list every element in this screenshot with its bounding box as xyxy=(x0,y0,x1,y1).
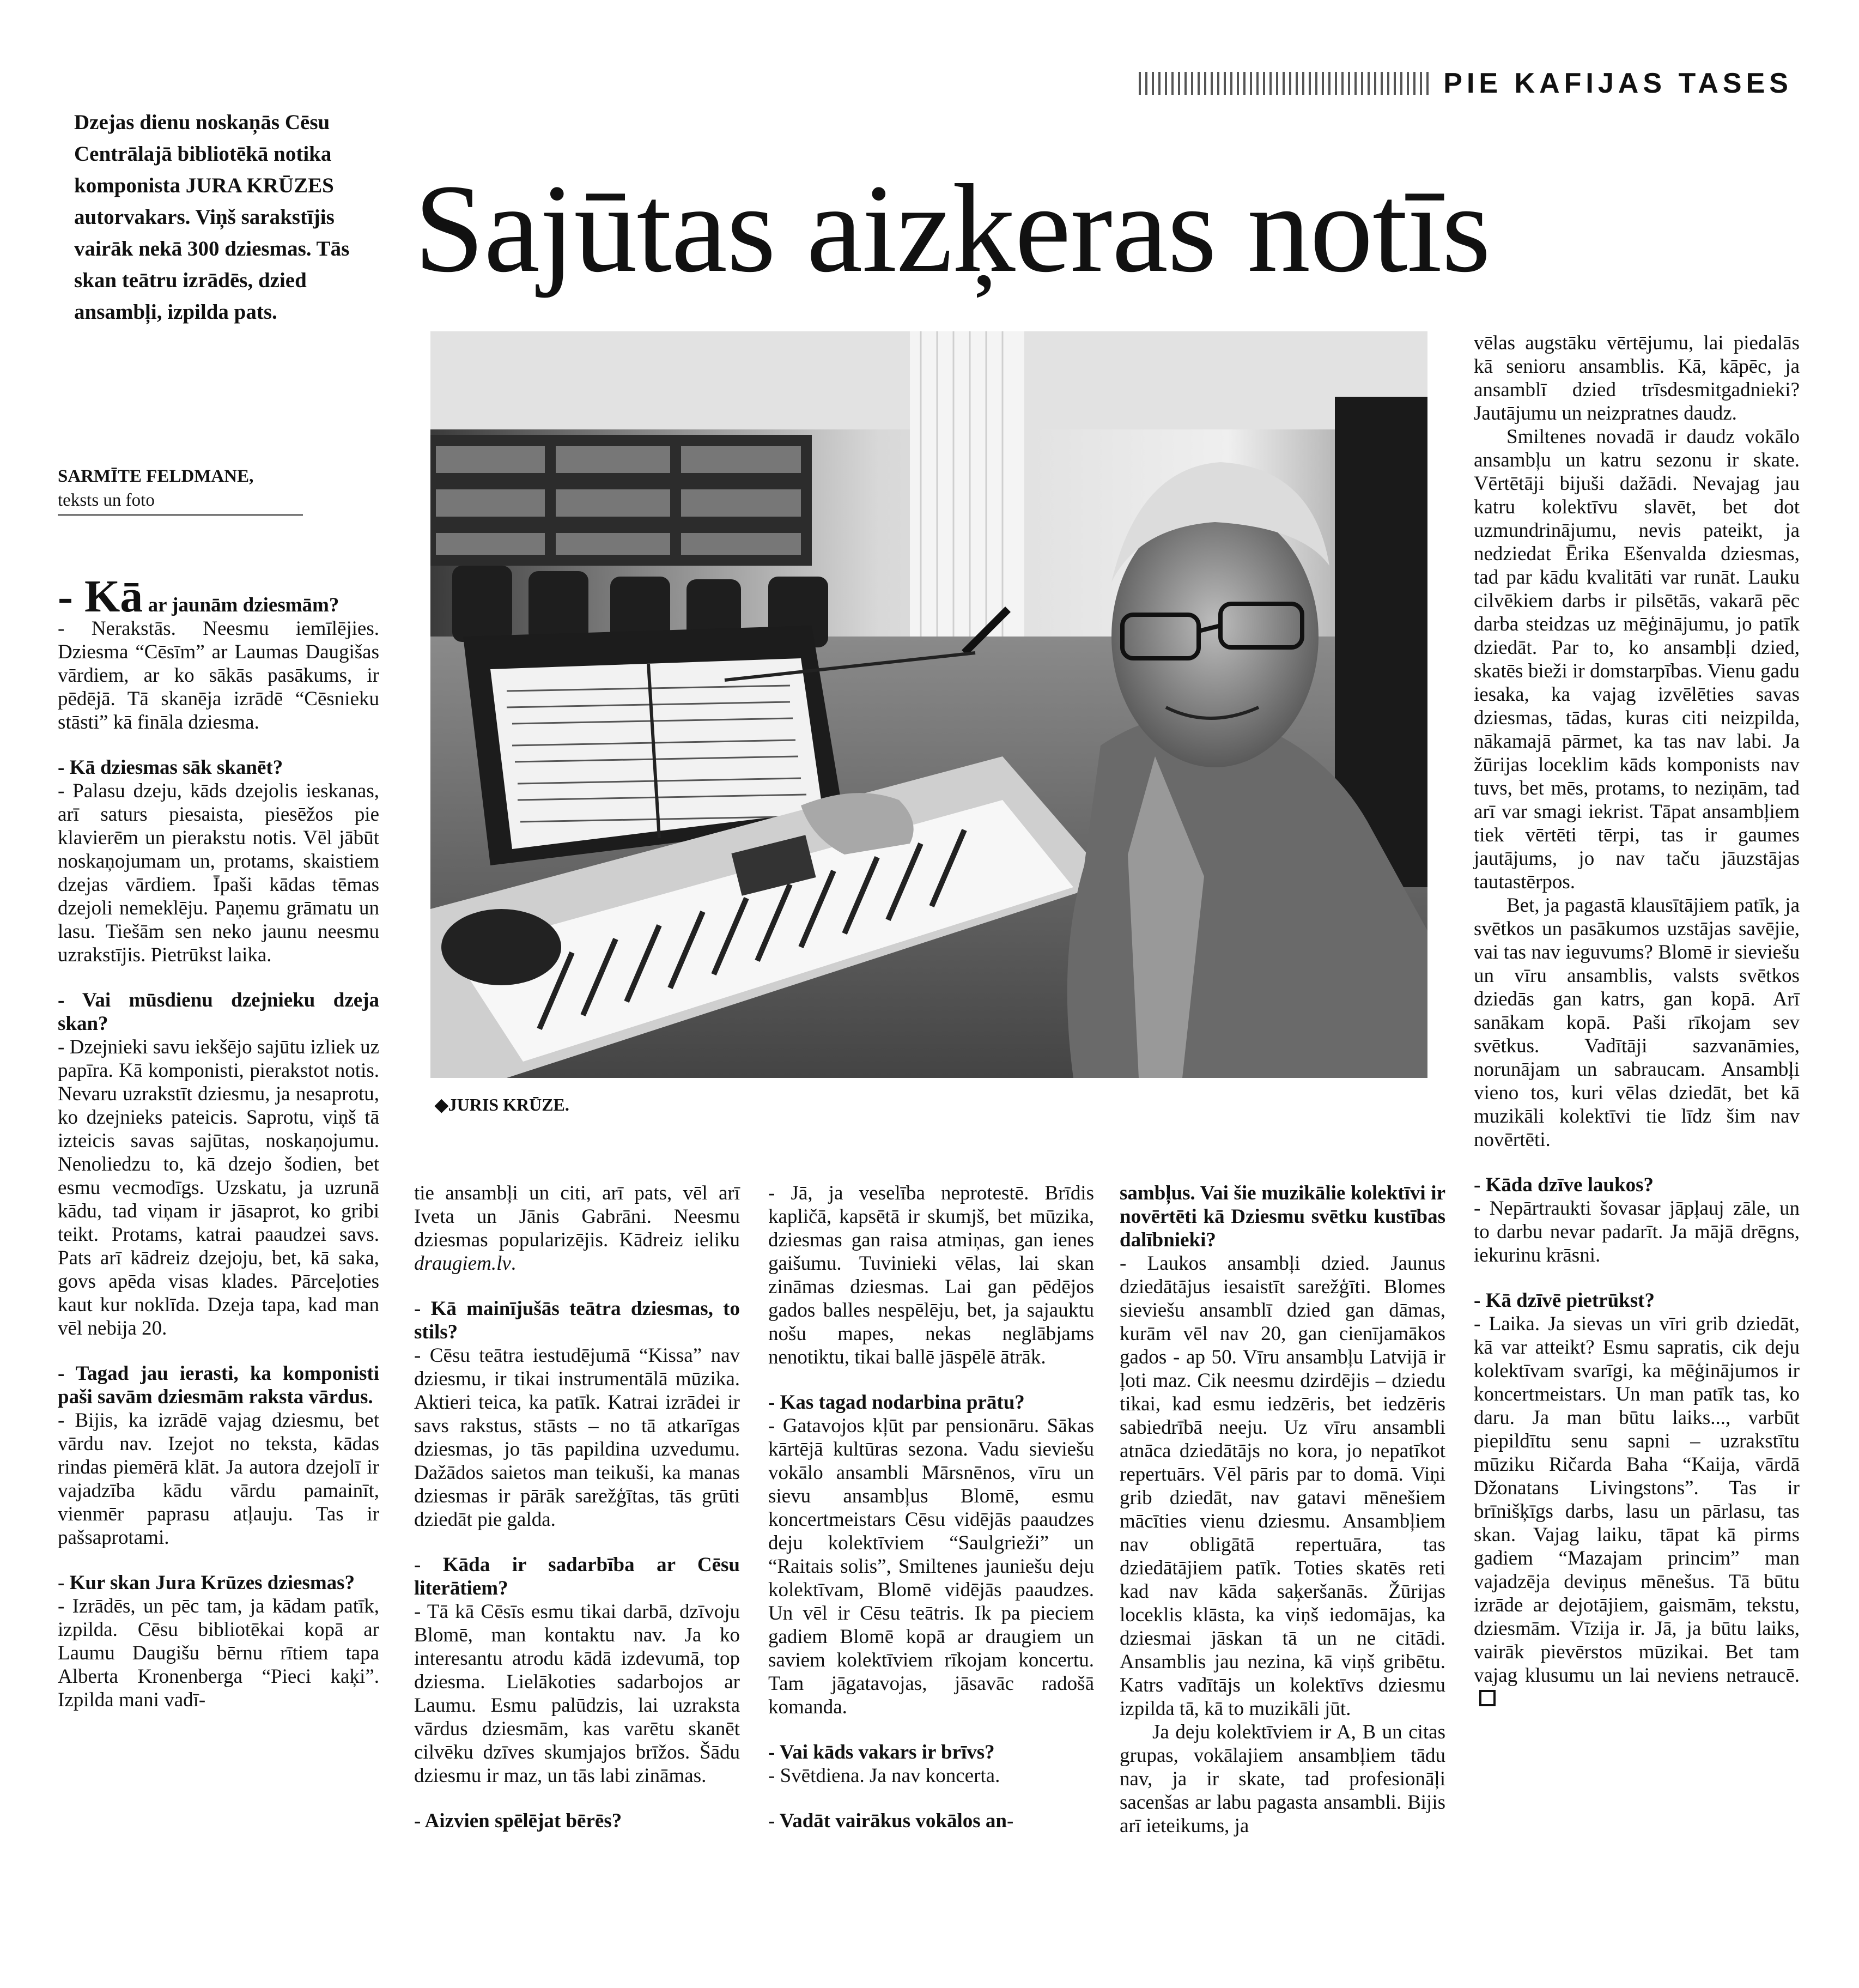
answer: - Svētdiena. Ja nav koncerta. xyxy=(768,1765,1000,1787)
question: - Vai kāds vakars ir brīvs? xyxy=(768,1741,995,1763)
answer: - Laukos ansambļi dzied. Jaunus dziedātājus iesaistīt sarežģīti. Blomes sieviešu ansamblī dzied gan dāmas, kurām vēl nav 20, gan cienījamākos gados - ap 50. Vīru ansambļu Latvijā ir ļoti maz. Cik neesmu dzirdējis – dziedu tikai, kad esmu iedzēris, bet iedzēris sabiedrībā neeju. Uz vīru ansambli atnāca dziedātājs no kora, jo nepatīkot repertuārs. Vēl pāris par to domā. Viņi grib dziedāt, nav gatavi mēnešiem mācīties vienu dziesmu. Ansambļiem nav obligātā repertuāra, tas dziedātājiem patīk. Toties skatēs reti kad nav kāda saķeršanās. Žūrijas loceklis klāsta, ka viņš iedomājas, ka dziesmai jāskan tā un ne citādi. Ansamblis jau nezina, kā viņš gribētu. Katrs vadītājs un kolektīvs dziesmu izpilda tā, kā to muzikāli jūt. xyxy=(1120,1252,1445,1720)
answer-text: - Laika. Ja sievas un vīri grib dziedāt, kā var atteikt? Esmu sapratis, cik deju kolektīvam svarīgi, ka mēģinājumos ir koncertmeistars. Un man patīk tas, ko daru. Ja man būtu laiks..., varbūt piepildītu senu sapni – uzrakstītu mūziku Ričarda Baha “Kaija, vārdā Džonatans Livingstons”. Tas ir brīnišķīgs darbs, lasu un pārlasu, tas skan. Vajag laiku, tāpat kā pirms gadiem “Mazajam princim” man vajadzēja deviņus mēnešus. Tā būtu izrāde ar dejotājiem, gaismām, tekstu, dziesmām. Vīzija ir. Jā, ja būtu laiks, vairāk pievērstos mūzikai. Bet tam vajag klusumu un lai neviens netraucē. xyxy=(1474,1313,1800,1687)
article-photo xyxy=(430,331,1427,1078)
answer: - Gatavojos kļūt par pensionāru. Sākas kārtējā kultūras sezona. Vadu sieviešu vokālo ansambli Mārsnēnos, vīru un sievu ansambļus Blomē, esmu koncertmeistars Cēsu vidējās paaudzes deju kolektīviem “Saulgrieži” un “Raitais solis”, Smiltenes jauniešu deju kolektīvam, Blomē vidējās paaudzes. Un vēl ir Cēsu teātris. Ik pa pieciem gadiem Blomē kopā ar draugiem un saviem kolektīviem rīkojam koncertu. Tam jāgatavojas, jāsavāc radošā komanda. xyxy=(768,1415,1094,1718)
section-header xyxy=(1139,70,1793,97)
column-3 xyxy=(768,1181,1094,1833)
lead-paragraph: Dzejas dienu noskaņās Cēsu Centrālajā bibliotēkā notika komponista JURA KRŪZES autorvakars. Viņš sarakstījis vairāk nekā 300 dziesmas. Tās skan teātru izrādēs, dzied ansambļi, izpilda pats. xyxy=(74,111,350,324)
answer: - Dzejnieki savu iekšējo sajūtu izliek uz papīra. Kā komponisti, pierakstot notis. Nevaru uzrakstīt dziesmu, ja nesaprotu, ko dzejnieks pateicis. Saprotu, viņš tā izteicis savas sajūtas, noskaņojumu. Nenoliedzu to, kā dzejo šodien, bet esmu vecmodīgs. Uzskatu, ja uzrunā kādu, tad viņam ir jāsaprot, ko gribi teikt. Protams, katrai paaudzei savs. Pats arī kādreiz dzejoju, bet, kā saka, govs apēda visas klades. Pārceļoties kaut kur noklīda. Dzeja tapa, kad man vēl nebija 20. xyxy=(58,1036,379,1340)
question: - Tagad jau ierasti, ka komponisti paši savām dziesmām raksta vārdus. xyxy=(58,1362,379,1408)
answer: - Palasu dzeju, kāds dzejolis ieskanas, arī saturs piesaista, piesēžos pie klavierēm un pierakstu notis. Vēl jābūt noskaņojumam un, protams, skaistiem dzejas vārdiem. Īpaši kādas tēmas dzejoli nemeklēju. Paņemu grāmatu un lasu. Tiešām sen neko jaunu neesmu uzrakstījis. Pietrūkst laika. xyxy=(58,780,379,966)
answer xyxy=(1474,1312,1800,1711)
answer: - Cēsu teātra iestudējumā “Kissa” nav dziesmu, ir tikai instrumentālā mūzika. Aktieri teica, ka patīk. Katrai izrādei ir savs rakstus, stāsts – no tā atkarīgas dziesmas, jo tās papildina uzvedumu. Dažādos saietos man teikuši, ka manas dziesmas ir pārāk sarežģītas, tās grūti dziedāt pie galda. xyxy=(414,1344,740,1531)
byline-author: SARMĪTE FELDMANE, xyxy=(58,466,254,486)
question: - Aizvien spēlējat bērēs? xyxy=(414,1810,622,1832)
answer: - Jā, ja veselība neprotestē. Brīdis kapličā, kapsētā ir skumjš, bet mūzika, dziesmas gan raisa atmiņas, gan ienes gaišumu. Tuvinieki vēlas, lai skan zināmas dziesmas. Lai gan pēdējos gados balles nespēlēju, bet, ja sajauktu nošu mapes, nekas neglābjams nenotiktu, tikai ballē jāspēlē ātrāk. xyxy=(768,1182,1094,1368)
photo-caption: ◆JURIS KRŪZE. xyxy=(435,1095,569,1114)
question: - Kur skan Jura Krūzes dziesmas? xyxy=(58,1572,355,1594)
end-mark-icon xyxy=(1479,1690,1496,1706)
question: - Kāda ir sadarbība ar Cēsu literātiem? xyxy=(414,1554,740,1599)
answer: - Izrādēs, un pēc tam, ja kādam patīk, izpilda. Cēsu bibliotēkai kopā ar Laumu Daugišu bērnu rītiem tapa Alberta Kronenberga “Pieci kaķi”. Izpilda mani vadī- xyxy=(58,1595,379,1711)
question: - Kā dziesmas sāk skanēt? xyxy=(58,756,283,779)
answer xyxy=(414,1181,740,1275)
question: - Kā dzīvē pietrūkst? xyxy=(1474,1289,1655,1312)
question: - Kas tagad nodarbina prātu? xyxy=(768,1391,1025,1414)
column-1 xyxy=(58,571,379,1712)
column-2 xyxy=(414,1181,740,1833)
answer: vēlas augstāku vērtējumu, lai piedalās kā senioru ansamblis. Kā, kāpēc, ja ansamblī dzied trīsdesmitgadnieki? Jautājumu un neizpratnes daudz. xyxy=(1474,332,1800,425)
web-reference: draugiem.lv xyxy=(414,1252,511,1275)
column-5 xyxy=(1474,331,1800,1711)
answer-paragraph: Bet, ja pagastā klausītājiem patīk, ja svētkos un pasākumos uzstājas savējie, vai tas nav ieguvums? Blomē ir sieviešu un vīru ansamblis, valsts svētkos dziedās gan katrs, gan kopā. Arī sanākam kopā. Paši rīkojam sev svētkus. Vadītāji sazvanāmies, norunājam un sabraucam. Ansambļi vieno tos, kuri vēlas dziedāt, bet kā muzikāli kolektīvi tie līdz šim nav novērtēti. xyxy=(1474,894,1800,1151)
answer: - Nerakstās. Neesmu iemīlējies. Dziesma “Cēsīm” ar Laumas Daugišas vārdiem, ar ko sākās pasākums, ir pēdējā. Tā skanēja izrādē “Cēsnieku stāsti” kā fināla dziesma. xyxy=(58,617,379,734)
byline-role: teksts un foto xyxy=(58,490,155,510)
section-label: PIE KAFIJAS TASES xyxy=(1443,68,1793,99)
answer: - Nepārtraukti šovasar jāpļauj zāle, un to darbu nevar padarīt. Ja mājā drēgns, iekurinu krāsni. xyxy=(1474,1197,1800,1266)
answer-paragraph: Smiltenes novadā ir daudz vokālo ansambļu un katru sezonu ir skate. Vērtētāji bijuši dažādi. Nevajag jau katru kolektīvu slavēt, bet dot uzmundrinājumu, nevis pateikt, ja nedziedat Ērika Ešenvalda dziesmas, tad par kādu kvalitāti var runāt. Lauku cilvēkiem darbs ir pilsētās, vakarā pēc darba steidzas uz mēģinājumu, jo patīk dziedāt. Par to, ko ansambļi dzied, skatēs bieži ir domstarpības. Vienu gadu iesaka, ka vajag izvēlēties savas dziesmas, tādas, kuras citi neizpilda, nākamajā pārmet, ka tas nav labi. Ja žūrijas loceklim kāds komponists nav tuvs, bet mēs, protams, to neziņām, tad arī var smagi iekrist. Tāpat ansambļiem tiek vērtēti tērpi, tas ir gaumes jautājums, jo nav taču jāuzstājas tautastērpos. xyxy=(1474,426,1800,893)
question: - Kāda dzīve laukos? xyxy=(1474,1174,1654,1196)
byline xyxy=(58,464,303,516)
section-header-hatch xyxy=(1139,72,1432,95)
question: sambļus. Vai šie muzikālie kolektīvi ir novērtēti kā Dziesmu svētku kustības dalībnieki? xyxy=(1120,1182,1445,1251)
answer-paragraph: Ja deju kolektīviem ir A, B un citas grupas, vokālajiem ansambļiem tādu nav, ja ir skate, tad profesionāļi sacenšas ar labu pagasta ansambli. Bijis arī ieteikums, ja xyxy=(1120,1721,1445,1837)
answer: - Tā kā Cēsīs esmu tikai darbā, dzīvoju Blomē, man kontaktu nav. Ja ko interesantu atrodu kādā izdevumā, top dziesma. Lielākoties sadarbojos ar Laumu. Esmu palūdzis, lai uzraksta vārdus dziesmām, kas varētu skanēt cilvēku dzīves skumjajos brīžos. Šādu dziesmu ir maz, un tās labi zināmas. xyxy=(414,1601,740,1787)
column-4 xyxy=(1120,1181,1445,1838)
question-dropword: - Kā xyxy=(58,571,143,622)
question-rest: ar jaunām dziesmām? xyxy=(143,594,339,616)
question xyxy=(58,571,379,622)
question: - Vai mūsdienu dzejnieku dzeja skan? xyxy=(58,989,379,1035)
answer: - Bijis, ka izrādē vajag dziesmu, bet vārdu nav. Izejot no teksta, kādas rindas piemērā klāt. Ja autora dzejolī ir vajadzība kādu vārdu pamainīt, vienmēr paprasu atļauju. Tas ir pašsaprotami. xyxy=(58,1409,379,1549)
answer-text-end: . xyxy=(511,1252,517,1275)
headline: Sajūtas aizķeras notīs xyxy=(414,159,1491,299)
question: - Kā mainījušās teātra dziesmas, to stils? xyxy=(414,1298,740,1343)
answer-text: tie ansambļi un citi, arī pats, vēl arī Iveta un Jānis Gabrāni. Neesmu dziesmas popularizējis. Kādreiz ieliku xyxy=(414,1182,740,1251)
question: - Vadāt vairākus vokālos an- xyxy=(768,1810,1014,1832)
